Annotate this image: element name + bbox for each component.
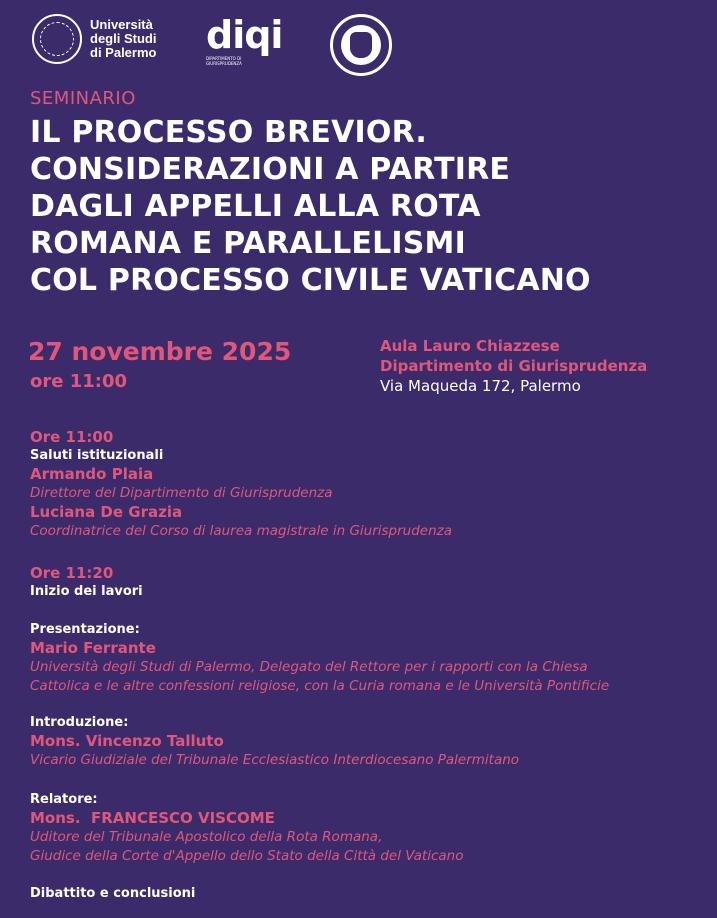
venue — [380, 336, 647, 396]
speaker-role: Coordinatrice del Corso di laurea magistrale in Giurisprudenza — [30, 523, 453, 539]
speaker-role: Giudice della Corte d'Appello dello Stato della Città del Vaticano — [30, 848, 464, 864]
program-slot-2 — [30, 564, 700, 601]
speaker-role: Università degli Studi di Palermo, Delegato del Rettore per i rapporti con la Chiesa — [30, 659, 588, 675]
program-presentation — [30, 621, 700, 696]
speaker-name: Mons. Vincenzo Talluto — [30, 732, 224, 750]
slot-time: Ore 11:00 — [30, 428, 114, 446]
closing-label: Dibattito e conclusioni — [30, 886, 196, 901]
speaker-name: Mario Ferrante — [30, 639, 156, 657]
event-date: 27 novembre 2025 — [28, 337, 292, 366]
speaker-role: Vicario Giudiziale del Tribunale Ecclesiastico Interdiocesano Palermitano — [30, 752, 520, 768]
program-speaker — [30, 791, 700, 866]
slot-label: Inizio dei lavori — [30, 584, 143, 599]
tribunal-seal-icon — [330, 14, 392, 76]
university-seal-icon — [32, 14, 82, 64]
speaker-role: Uditore del Tribunale Apostolico della Rota Romana, — [30, 829, 383, 845]
department-logo: diqi DIPARTIMENTO DI GIURISPRUDENZA — [206, 13, 283, 66]
program-introduction — [30, 714, 700, 770]
section-label: Relatore: — [30, 792, 98, 807]
seminar-label: SEMINARIO — [30, 88, 136, 109]
speaker-role: Cattolica e le altre confessioni religiose, con la Curia romana e le Università Pontificie — [30, 678, 610, 694]
section-label: Presentazione: — [30, 622, 140, 637]
university-name: Università degli Studi di Palermo — [90, 17, 157, 60]
speaker-name: Armando Plaia — [30, 465, 154, 483]
slot-time: Ore 11:20 — [30, 564, 114, 582]
speaker-role: Direttore del Dipartimento di Giurisprudenza — [30, 485, 333, 501]
university-logo — [32, 14, 156, 64]
section-label: Introduzione: — [30, 715, 129, 730]
event-time: ore 11:00 — [30, 371, 128, 392]
program-slot-1 — [30, 428, 700, 541]
seminar-title: IL PROCESSO BREVIOR. CONSIDERAZIONI A PARTIRE DAGLI APPELLI ALLA ROTA ROMANA E PARALLELISMI COL PROCESSO CIVILE VATICANO — [30, 115, 591, 298]
program-closing — [30, 885, 700, 903]
tribunal-logo — [330, 14, 392, 76]
speaker-name: Mons. FRANCESCO VISCOME — [30, 809, 275, 827]
venue-address: Via Maqueda 172, Palermo — [380, 377, 581, 395]
venue-department: Dipartimento di Giurisprudenza — [380, 357, 648, 375]
speaker-name: Luciana De Grazia — [30, 503, 183, 521]
venue-room: Aula Lauro Chiazzese — [380, 337, 560, 355]
slot-label: Saluti istituzionali — [30, 448, 164, 463]
